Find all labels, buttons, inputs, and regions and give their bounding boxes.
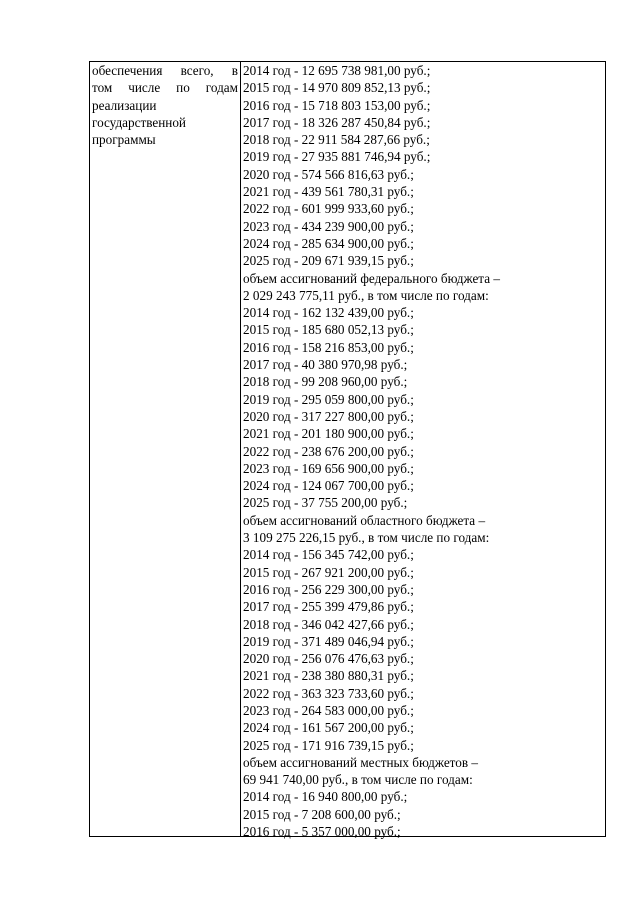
right-cell-line: 2020 год - 317 227 800,00 руб.; xyxy=(243,408,414,424)
right-cell-line: 2025 год - 171 916 739,15 руб.; xyxy=(243,737,414,753)
right-cell-line: 2 029 243 775,11 руб., в том числе по годам: xyxy=(243,287,489,303)
right-cell-line: 2015 год - 185 680 052,13 руб.; xyxy=(243,322,414,338)
right-cell-line: 2014 год - 156 345 742,00 руб.; xyxy=(243,547,414,563)
right-cell-line: 2017 год - 40 380 970,98 руб.; xyxy=(243,357,408,373)
right-cell-line: 2022 год - 601 999 933,60 руб.; xyxy=(243,201,414,217)
right-cell-line: 2023 год - 434 239 900,00 руб.; xyxy=(243,218,414,234)
right-cell-line: 3 109 275 226,15 руб., в том числе по годам: xyxy=(243,530,490,546)
right-cell-line: 2023 год - 169 656 900,00 руб.; xyxy=(243,460,414,476)
right-cell-line: 2024 год - 285 634 900,00 руб.; xyxy=(243,235,414,251)
right-cell-line: 2018 год - 22 911 584 287,66 руб.; xyxy=(243,132,430,148)
right-cell-line: 2020 год - 256 076 476,63 руб.; xyxy=(243,651,414,667)
right-cell-line: 2018 год - 346 042 427,66 руб.; xyxy=(243,616,414,632)
right-cell-line: 2014 год - 162 132 439,00 руб.; xyxy=(243,305,414,321)
right-cell-line: 2015 год - 14 970 809 852,13 руб.; xyxy=(243,80,431,96)
program-funding-table xyxy=(89,61,606,840)
right-cell-amounts xyxy=(243,62,603,840)
left-cell-line: том числе по годам xyxy=(92,80,238,96)
right-cell-line: 2021 год - 201 180 900,00 руб.; xyxy=(243,426,414,442)
right-cell-line: 2014 год - 12 695 738 981,00 руб.; xyxy=(243,63,431,78)
left-cell-line: обеспечения всего, в xyxy=(92,63,238,78)
right-cell-line: 2024 год - 124 067 700,00 руб.; xyxy=(243,478,414,494)
right-cell-line: 2016 год - 256 229 300,00 руб.; xyxy=(243,581,414,597)
right-cell-line: 2016 год - 158 216 853,00 руб.; xyxy=(243,339,414,355)
left-cell-line: реализации xyxy=(92,97,157,113)
right-cell-line: 2022 год - 363 323 733,60 руб.; xyxy=(243,685,414,701)
right-cell-line: 2019 год - 371 489 046,94 руб.; xyxy=(243,633,414,649)
right-cell-line: объем ассигнований местных бюджетов – xyxy=(243,754,478,770)
right-cell-line: 2015 год - 7 208 600,00 руб.; xyxy=(243,806,401,822)
right-cell-line: 2017 год - 255 399 479,86 руб.; xyxy=(243,599,414,615)
left-cell-line: программы xyxy=(92,132,156,148)
right-cell-line: объем ассигнований областного бюджета – xyxy=(243,512,486,528)
right-cell-line: 2021 год - 439 561 780,31 руб.; xyxy=(243,184,414,200)
right-cell-line: 2020 год - 574 566 816,63 руб.; xyxy=(243,166,414,182)
column-divider xyxy=(240,62,241,836)
left-cell-line: государственной xyxy=(92,114,186,130)
right-cell-line: 2016 год - 15 718 803 153,00 руб.; xyxy=(243,97,431,113)
right-cell-line: 2025 год - 37 755 200,00 руб.; xyxy=(243,495,408,511)
right-cell-line: 2022 год - 238 676 200,00 руб.; xyxy=(243,443,414,459)
right-cell-line: 2016 год - 5 357 000,00 руб.; xyxy=(243,824,401,840)
right-cell-line: 2019 год - 27 935 881 746,94 руб.; xyxy=(243,149,431,165)
right-cell-line: 2019 год - 295 059 800,00 руб.; xyxy=(243,391,414,407)
right-cell-line: 2017 год - 18 326 287 450,84 руб.; xyxy=(243,114,431,130)
right-cell-line: 2014 год - 16 940 800,00 руб.; xyxy=(243,789,408,805)
right-cell-line: 2021 год - 238 380 880,31 руб.; xyxy=(243,668,414,684)
right-cell-line: объем ассигнований федерального бюджета – xyxy=(243,270,500,286)
right-cell-line: 2025 год - 209 671 939,15 руб.; xyxy=(243,253,414,269)
right-cell-line: 69 941 740,00 руб., в том числе по годам: xyxy=(243,772,473,788)
left-cell-label xyxy=(92,62,238,148)
right-cell-line: 2024 год - 161 567 200,00 руб.; xyxy=(243,720,414,736)
right-cell-line: 2015 год - 267 921 200,00 руб.; xyxy=(243,564,414,580)
right-cell-line: 2018 год - 99 208 960,00 руб.; xyxy=(243,374,408,390)
right-cell-line: 2023 год - 264 583 000,00 руб.; xyxy=(243,702,414,718)
